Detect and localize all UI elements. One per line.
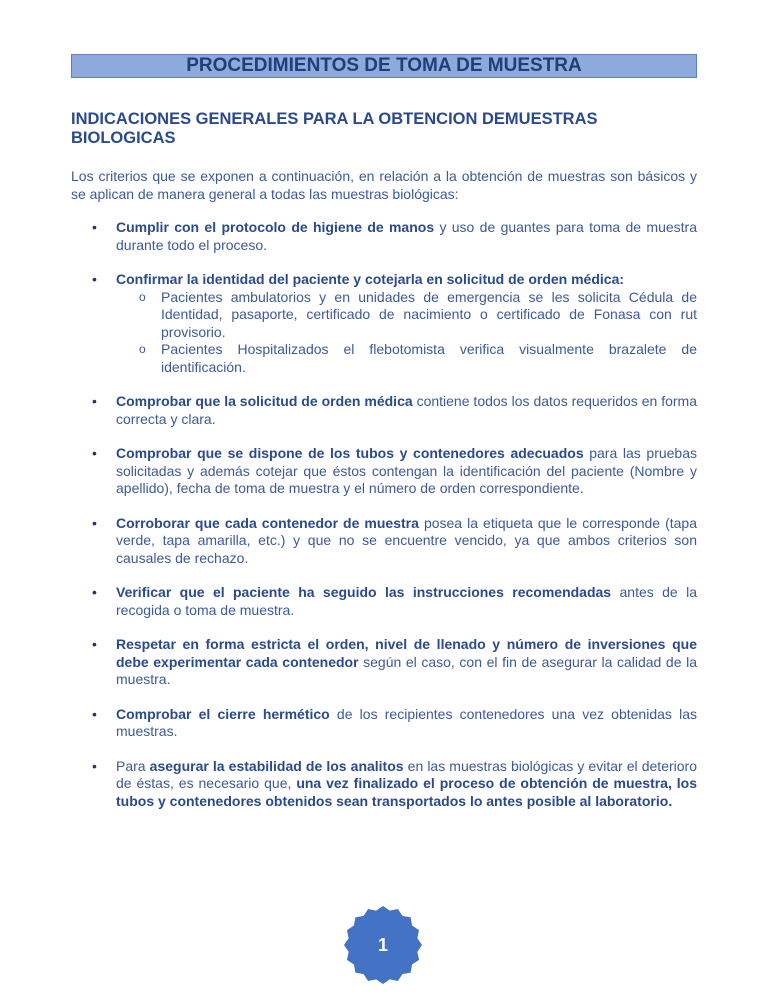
item-bold: Verificar que el paciente ha seguido las instrucciones recomendadas (116, 584, 612, 600)
item-bold: Comprobar que la solicitud de orden médica (116, 393, 413, 409)
bullet-icon: • (92, 445, 97, 461)
list-item (71, 515, 697, 568)
bullet-icon: • (92, 393, 97, 409)
list-item (71, 445, 697, 498)
sub-item-text: Pacientes ambulatorios y en unidades de emergencia se les solicita Cédula de Identidad, pasaporte, certificado de nacimiento o certificado de Fonasa con rut provisorio. (161, 288, 697, 340)
item-text: antes de la recogida o toma de muestra. (116, 584, 698, 618)
item-text: posea la etiqueta que le corresponde (tapa verde, tapa amarilla, etc.) y que no se encuentre vencido, ya que ambos criterios son causales de rechazo. (116, 514, 697, 566)
item-text: según el caso, con el fin de asegurar la calidad de la muestra. (116, 653, 697, 687)
item-bold: Corroborar que cada contenedor de muestra (116, 514, 419, 531)
sub-list (116, 289, 697, 377)
item-text: para las pruebas solicitadas y además cotejar que éstos contengan la identificación del paciente (Nombre y apellido), fecha de toma de muestra y el número de orden correspondiente. (116, 445, 697, 496)
item-bold: asegurar la estabilidad de los analitos (149, 757, 404, 774)
item-bold: Confirmar la identidad del paciente y cotejarla en solicitud de orden médica: (116, 271, 625, 287)
list-item (71, 584, 697, 619)
item-bold: una vez finalizado el proceso de obtención de muestra, los tubos y contenedores obtenidos sean transportados lo antes posible al laboratorio. (116, 775, 698, 809)
intro-paragraph: Los criterios que se exponen a continuación, en relación a la obtención de muestras son básicos y se aplican de manera general a todas las muestras biológicas: (71, 168, 697, 202)
item-text: contiene todos los datos requeridos en forma correcta y clara. (116, 393, 697, 427)
bullet-icon: • (92, 584, 97, 600)
list-item (71, 271, 697, 376)
page-number: 1 (377, 935, 388, 955)
bullet-icon: • (92, 636, 97, 652)
item-text: en las muestras biológicas y evitar el deterioro de éstas, es necesario que, (116, 757, 697, 791)
item-bold: Respetar en forma estricta el orden, nivel de llenado y número de inversiones que debe experimentar cada contenedor (116, 636, 697, 670)
item-bold: Comprobar que se dispone de los tubos y contenedores adecuados (116, 445, 584, 461)
item-bold: Comprobar el cierre hermético (116, 705, 330, 722)
bullet-icon: • (92, 757, 97, 774)
circle-bullet-icon: o (139, 342, 146, 356)
list-item (71, 758, 697, 811)
list-item (71, 219, 697, 254)
item-text: y uso de guantes para toma de muestra durante todo el proceso. (116, 219, 697, 253)
item-text: de los recipientes contenedores una vez obtenidas las muestras. (116, 705, 697, 739)
bullet-icon: • (92, 514, 97, 531)
bullet-icon: • (92, 705, 97, 722)
item-text: Para (116, 757, 150, 774)
item-bold: Cumplir con el protocolo de higiene de manos (116, 219, 435, 235)
list-item (71, 706, 697, 741)
list-item (71, 393, 697, 428)
circle-bullet-icon: o (139, 289, 146, 304)
section-heading: INDICACIONES GENERALES PARA LA OBTENCION DEMUESTRAS BIOLOGICAS (71, 110, 598, 147)
bullet-icon: • (92, 219, 97, 235)
criteria-list (71, 219, 697, 827)
bullet-icon: • (92, 271, 97, 287)
sub-list-item (116, 341, 697, 376)
list-item (71, 636, 697, 689)
sub-item-text: Pacientes Hospitalizados el flebotomista verifica visualmente brazalete de identificación. (161, 341, 697, 375)
sub-list-item (116, 289, 697, 342)
page-title: PROCEDIMIENTOS DE TOMA DE MUESTRA (71, 54, 697, 78)
